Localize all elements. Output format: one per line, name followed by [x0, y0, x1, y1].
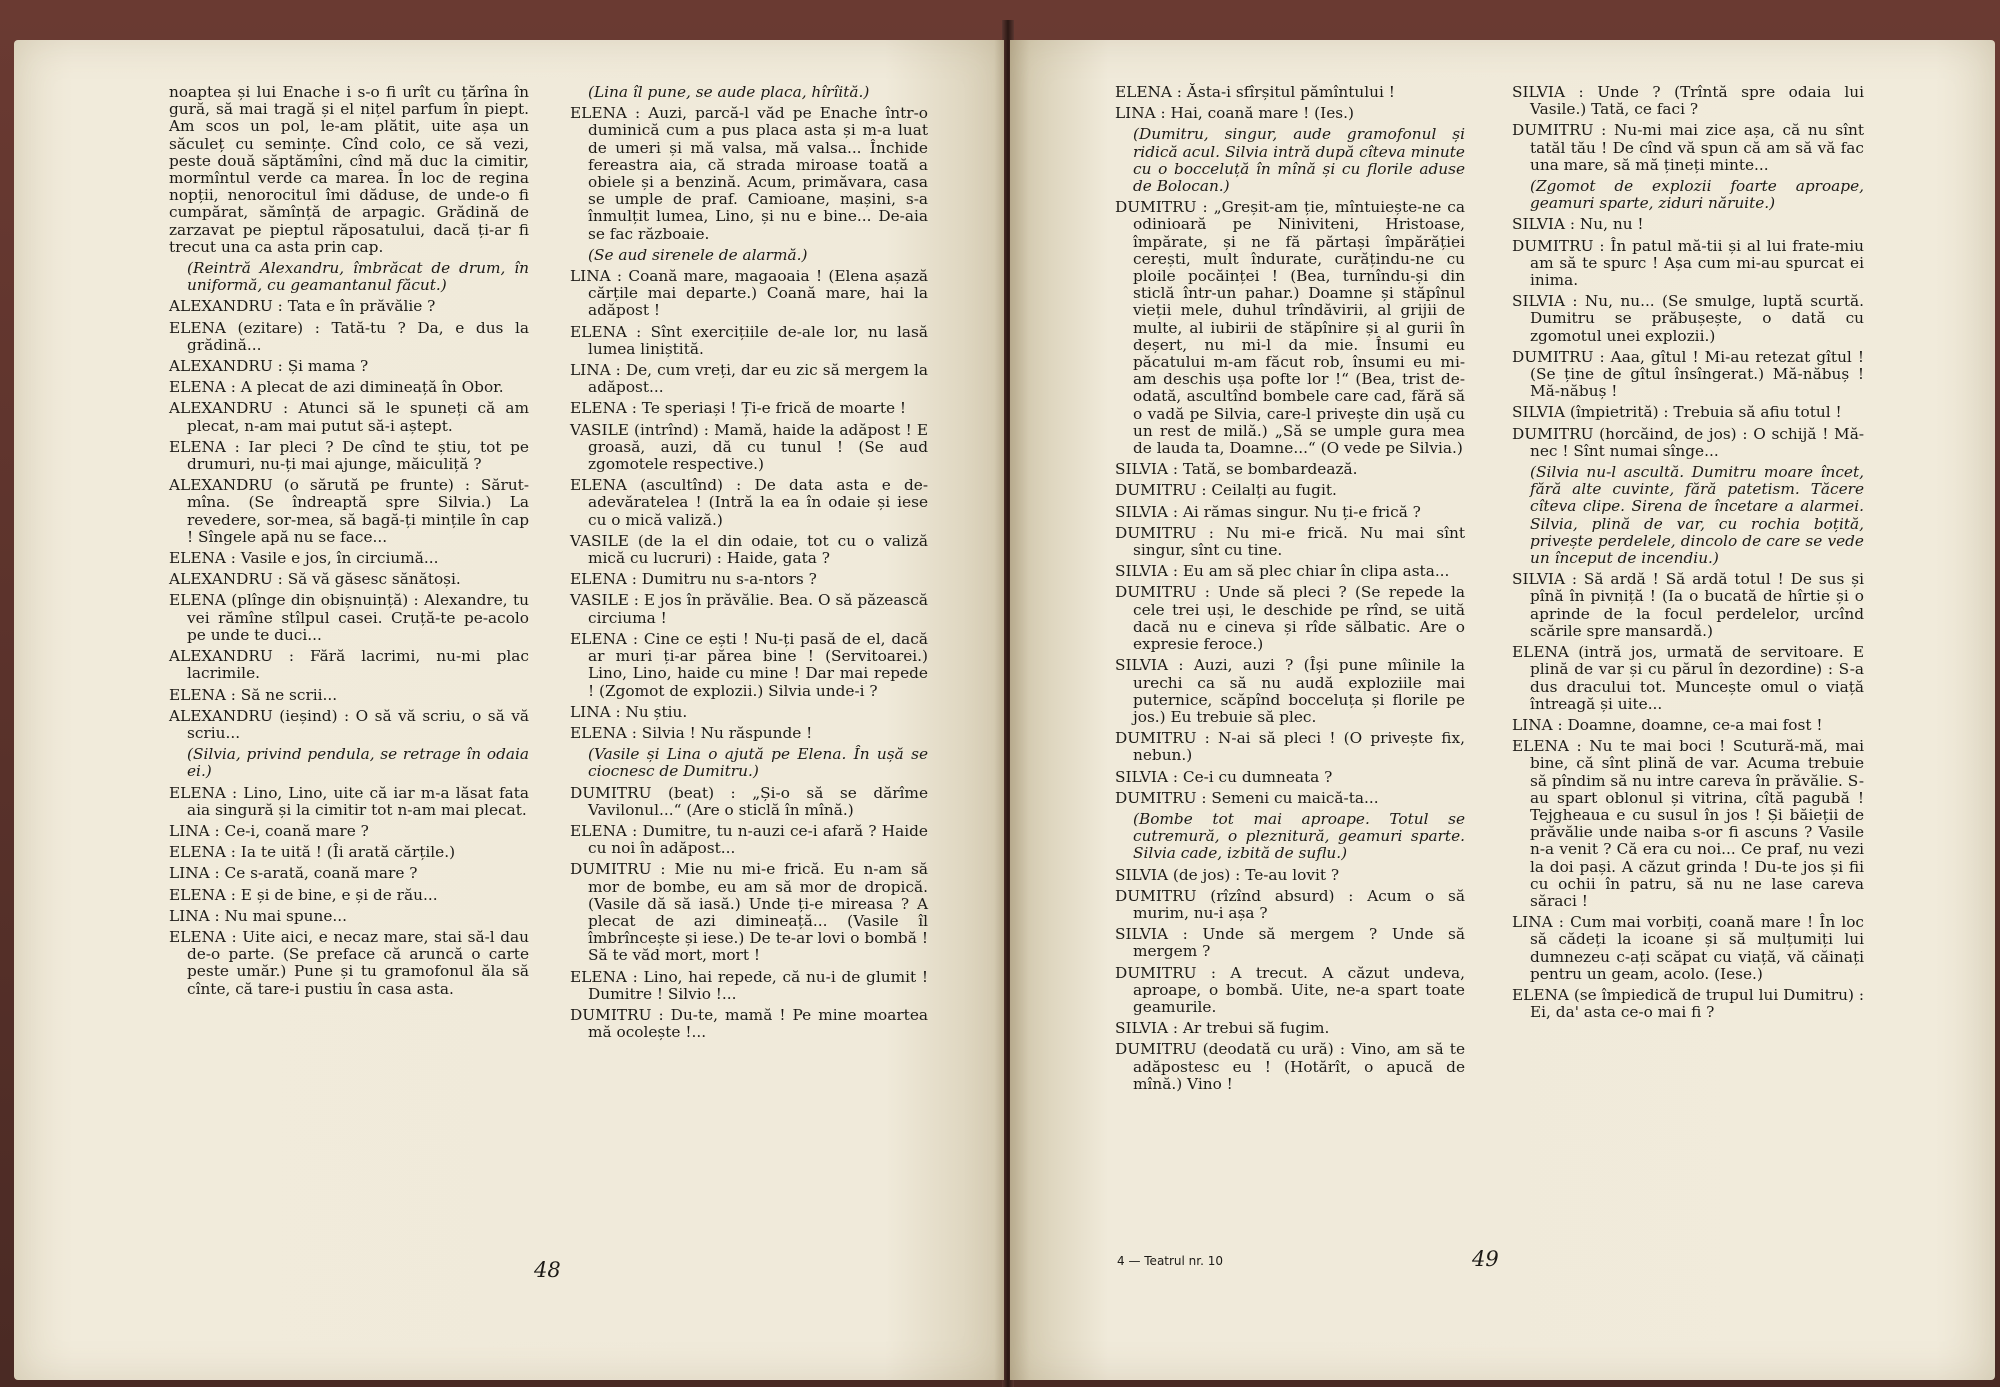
dialogue-line: SILVIA : Unde ? (Trîntă spre odaia lui Vasile.) Tată, ce faci ?	[1512, 83, 1864, 119]
dialogue-line: ELENA : Iar pleci ? De cînd te știu, tot pe drumuri, nu-ți mai ajunge, măiculiță ?	[169, 437, 529, 474]
dialogue-line: ELENA : E și de bine, e și de rău...	[169, 885, 438, 904]
text-paragraph: noaptea și lui Enache i s-o fi urît cu țărîna în gură, să mai tragă și el nițel parfum în piept. Am scos un pol, le-am plătit, uite așa un săculeț cu semințe. Cînd colo, ce să vezi, peste două săptămîni, cînd mă duc la cimitir, mormîntul verde ca marea. În loc de regina nopții, nenorocitul îmi dăduse, de unde-o fi cumpărat, sămînță de arpagic. Grădină de zarzavat pe pieptul răposatului, dacă ți-ar fi trecut una ca asta prin cap.	[169, 83, 529, 256]
dialogue-line: ALEXANDRU : Să vă găsesc sănătoși.	[169, 570, 461, 589]
dialogue-line: SILVIA (de jos) : Te-au lovit ?	[1115, 865, 1340, 884]
stage-direction: (Silvia nu-l ascultă. Dumitru moare încet, fără alte cuvinte, fără patetism. Tăcere cîteva clipe. Sirena de încetare a alarmei. Silvia, plină de var, cu rochia boțită, privește perdelele, dincolo de care se vede un început de incendiu.)	[1530, 463, 1864, 568]
dialogue-line: ALEXANDRU (o sărută pe frunte) : Sărut-mîna. (Se îndreaptă spre Silvia.) La revedere, sor-mea, să bagă-ți mințile în cap ! Sîngele apă nu se face...	[169, 476, 529, 546]
dialogue-line: DUMITRU : N-ai să pleci ! (O privește fix, nebun.)	[1115, 729, 1465, 765]
stage-direction: (Reintră Alexandru, îmbrăcat de drum, în uniformă, cu geamantanul făcut.)	[187, 259, 529, 295]
dialogue-line: DUMITRU : Nu mi-e frică. Nu mai sînt singur, sînt cu tine.	[1115, 523, 1465, 560]
dialogue-line: DUMITRU : Unde să pleci ? (Se repede la cele trei uși, le deschide pe rînd, se uită dacă nu e cineva și rîde sălbatic. Are o expresie feroce.)	[1115, 583, 1465, 654]
dialogue-line: ELENA (ezitare) : Tată-tu ? Da, e dus la grădină...	[169, 318, 529, 354]
dialogue-line: LINA : Hai, coană mare ! (Ies.)	[1115, 104, 1354, 123]
dialogue-line: DUMITRU : Du-te, mamă ! Pe mine moartea mă ocolește !...	[570, 1005, 928, 1042]
dialogue-line: SILVIA : Eu am să plec chiar în clipa asta...	[1115, 562, 1450, 581]
dialogue-line: DUMITRU : Mie nu mi-e frică. Eu n-am să mor de bombe, eu am să mor de dropică. (Vasile dă să iasă.) Unde ți-e mireasa ? A plecat de azi dimineață... (Vasile îl îmbrîncește și iese.) De te-ar lovi o bombă ! Să te văd mort, mort !	[570, 860, 928, 965]
dialogue-line: DUMITRU : „Greșit-am ție, mîntuiește-ne ca odinioară pe Niniviteni, Hristoase, împărate, și ne fă părtași împărăției cerești, mult îndurate, curățindu-ne cu ploile pocăinței ! (Bea, turnîndu-și din sticlă într-un pahar.) Doamne și stăpînul vieții mele, duhul trîndăvirii, al grijii de multe, al iubirii de stăpînire și al gurii în deșert, nu mi-l da mie. Însumi eu păcatului m-am făcut rob, însumi eu mi-am deschis ușa pofte lor !“ (Bea, trist de-odată, ascultînd bombele care cad, fără să o vadă pe Silvia, care-l privește din ușă cu un rest de milă.) „Să se umple gura mea de lauda ta, Doamne...“ (O vede pe Silvia.)	[1115, 198, 1465, 458]
dialogue-line: SILVIA : Să ardă ! Să ardă totul ! De sus și pînă în pivniță ! (Ia o bucată de hîrtie și o aprinde de la focul perdelelor, urcînd scările spre mansardă.)	[1512, 570, 1864, 640]
dialogue-line: ELENA : Dumitre, tu n-auzi ce-i afară ? Haide cu noi în adăpost...	[570, 821, 928, 858]
page-number: 48	[534, 1258, 561, 1282]
dialogue-line: DUMITRU (deodată cu ură) : Vino, am să te adăpostesc eu ! (Hotărît, o apucă de mînă.) Vino !	[1115, 1040, 1465, 1093]
dialogue-line: LINA : Ce-i, coană mare ?	[169, 821, 369, 840]
dialogue-line: LINA : Coană mare, magaoaia ! (Elena așază cărțile mai departe.) Coană mare, hai la adăpost !	[570, 267, 928, 320]
dialogue-line: VASILE (intrînd) : Mamă, haide la adăpost ! E groasă, auzi, dă cu tunul ! (Se aud zgomotele respective.)	[570, 420, 928, 474]
dialogue-line: LINA : Doamne, doamne, ce-a mai fost !	[1512, 715, 1823, 734]
dialogue-line: ELENA : Dumitru nu s-a-ntors ?	[570, 570, 817, 589]
left-page-column-1	[169, 84, 529, 1002]
dialogue-line: SILVIA : Ai rămas singur. Nu ți-e frică ?	[1115, 502, 1421, 521]
dialogue-line: ALEXANDRU : Tata e în prăvălie ?	[169, 297, 436, 316]
dialogue-line: ELENA : Uite aici, e necaz mare, stai să-l dau de-o parte. (Se preface că aruncă o carte peste umăr.) Pune și tu gramofonul ăla să cînte, că tare-i pustiu în casa asta.	[169, 927, 529, 998]
dialogue-line: DUMITRU (beat) : „Și-o să se dărîme Vavilonul...“ (Are o sticlă în mînă.)	[570, 783, 928, 819]
dialogue-line: ELENA : Silvia ! Nu răspunde !	[570, 723, 813, 742]
dialogue-line: DUMITRU : Aaa, gîtul ! Mi-au retezat gîtul ! (Se ține de gîtul însîngerat.) Mă-năbuș ! Mă-năbuș !	[1512, 347, 1864, 401]
dialogue-line: VASILE (de la el din odaie, tot cu o valiză mică cu lucruri) : Haide, gata ?	[570, 531, 928, 568]
right-page-column-1	[1115, 84, 1465, 1097]
dialogue-line: SILVIA : Auzi, auzi ? (Își pune mîinile la urechi ca să nu audă exploziile mai puternice, scăpînd bocceluța și florile pe jos.) Eu trebuie să plec.	[1115, 656, 1465, 726]
dialogue-line: ALEXANDRU : Fără lacrimi, nu-mi plac lacrimile.	[169, 647, 529, 683]
dialogue-line: LINA : Cum mai vorbiți, coană mare ! În loc să cădeți la icoane și să mulțumiți lui dumnezeu c-ați scăpat cu viață, vă căinați pentru un geam, acolo. (Iese.)	[1512, 913, 1864, 983]
dialogue-line: ALEXANDRU (ieșind) : O să vă scriu, o să vă scriu...	[169, 706, 529, 742]
dialogue-line: ELENA : Auzi, parcă-l văd pe Enache într-o duminică cum a pus placa asta și m-a luat de umeri și mă valsa, mă valsa... Închide fereastra aia, că strada miroase toată a obiele și a benzină. Acum, primăvara, casa se umple de praf. Camioane, mașini, s-a înmulțit lumea, Lino, și nu e bine... De-aia se fac războaie.	[570, 104, 928, 243]
dialogue-line: DUMITRU : A trecut. A căzut undeva, aproape, o bombă. Uite, ne-a spart toate geamurile.	[1115, 963, 1465, 1016]
dialogue-line: ELENA : Ăsta-i sfîrșitul pămîntului !	[1115, 83, 1395, 101]
dialogue-line: ALEXANDRU : Și mama ?	[169, 357, 369, 376]
dialogue-line: ELENA : Lino, hai repede, că nu-i de glumit ! Dumitre ! Silvio !...	[570, 967, 928, 1003]
stage-direction: (Lina îl pune, se aude placa, hîrîită.)	[588, 83, 870, 101]
dialogue-line: ELENA : Lino, Lino, uite că iar m-a lăsat fata aia singură și la cimitir tot n-am mai plecat.	[169, 783, 529, 819]
dialogue-line: ELENA (se împiedică de trupul lui Dumitru) : Ei, da' asta ce-o mai fi ?	[1512, 985, 1864, 1022]
dialogue-line: SILVIA : Tată, se bombardează.	[1115, 460, 1358, 479]
dialogue-line: VASILE : E jos în prăvălie. Bea. O să păzească circiuma !	[570, 591, 928, 627]
dialogue-line: DUMITRU : Semeni cu maică-ta...	[1115, 788, 1379, 807]
page-number: 49	[1472, 1247, 1499, 1271]
dialogue-line: SILVIA : Ar trebui să fugim.	[1115, 1019, 1330, 1038]
dialogue-line: ELENA : A plecat de azi dimineață în Obor.	[169, 378, 504, 397]
dialogue-line: ELENA : Te speriași ! Ți-e frică de moarte !	[570, 399, 907, 418]
dialogue-line: LINA : Nu știu.	[570, 702, 688, 721]
dialogue-line: DUMITRU (rîzînd absurd) : Acum o să murim, nu-i așa ?	[1115, 886, 1465, 922]
stage-direction: (Bombe tot mai aproape. Totul se cutremură, o pleznitură, geamuri sparte. Silvia cade, izbită de suflu.)	[1133, 809, 1465, 863]
stage-direction: (Silvia, privind pendula, se retrage în odaia ei.)	[187, 745, 529, 781]
stage-direction: (Dumitru, singur, aude gramofonul și ridică acul. Silvia intră după cîteva minute cu o bocceluță în mînă și cu florile aduse de Bolocan.)	[1133, 125, 1465, 196]
dialogue-line: DUMITRU : Ceilalți au fugit.	[1115, 481, 1337, 500]
page-footer: 4 — Teatrul nr. 10	[1117, 1254, 1224, 1268]
dialogue-line: SILVIA : Nu, nu... (Se smulge, luptă scurtă. Dumitru se prăbușește, o dată cu zgomotul unei explozii.)	[1512, 292, 1864, 345]
dialogue-line: ELENA (ascultînd) : De data asta e de-adevăratelea ! (Intră la ea în odaie și iese cu o mică valiză.)	[570, 476, 928, 529]
dialogue-line: ELENA : Sînt exercițiile de-ale lor, nu lasă lumea liniștită.	[570, 322, 928, 358]
dialogue-line: LINA : Nu mai spune...	[169, 906, 347, 925]
dialogue-line: ELENA : Nu te mai boci ! Scutură-mă, mai bine, că sînt plină de var. Acuma trebuie să pîndim să nu intre careva în prăvălie. S-au spart oblonul și vitrina, cîtă pagubă ! Tejgheaua e cu susul în jos ! Și băieții de prăvălie unde naiba s-or fi ascuns ? Vasile n-a venit ? Că era cu noi... Ce praf, nu vezi la doi pași. A căzut grinda ! Du-te jos și fii cu ochii în patru, să nu ne lase careva săraci !	[1512, 737, 1864, 910]
dialogue-line: ELENA (intră jos, urmată de servitoare. E plină de var și cu părul în dezordine) : S-a dus dracului tot. Muncește omul o viață întreagă și uite...	[1512, 643, 1864, 713]
stage-direction: (Se aud sirenele de alarmă.)	[588, 245, 808, 264]
stage-direction: (Vasile și Lina o ajută pe Elena. În ușă se ciocnesc de Dumitru.)	[588, 745, 928, 781]
dialogue-line: DUMITRU : Nu-mi mai zice așa, că nu sînt tatăl tău ! De cînd vă spun că am să vă fac una mare, să mă țineți minte...	[1512, 121, 1864, 174]
left-page	[14, 40, 1004, 1380]
dialogue-line: SILVIA : Nu, nu !	[1512, 215, 1644, 234]
dialogue-line: LINA : De, cum vreți, dar eu zic să mergem la adăpost...	[570, 361, 928, 397]
right-page-column-2	[1512, 84, 1864, 1025]
dialogue-line: ELENA (plînge din obișnuință) : Alexandre, tu vei rămîne stîlpul casei. Cruță-te pe-acolo pe unde te duci...	[169, 591, 529, 644]
dialogue-line: DUMITRU : În patul mă-tii și al lui frate-miu am să te spurc ! Așa cum mi-au spurcat ei inima.	[1512, 236, 1864, 290]
dialogue-line: ELENA : Vasile e jos, în circiumă...	[169, 549, 439, 568]
dialogue-line: DUMITRU (horcăind, de jos) : O schijă ! Mă-nec ! Sînt numai sînge...	[1512, 424, 1864, 460]
dialogue-line: SILVIA : Unde să mergem ? Unde să mergem ?	[1115, 925, 1465, 961]
dialogue-line: ELENA : Să ne scrii...	[169, 685, 338, 704]
dialogue-line: ALEXANDRU : Atunci să le spuneți că am plecat, n-am mai putut să-i aștept.	[169, 399, 529, 435]
dialogue-line: ELENA : Ia te uită ! (Îi arată cărțile.)	[169, 843, 456, 862]
dialogue-line: SILVIA (împietrită) : Trebuia să afiu totul !	[1512, 403, 1842, 422]
dialogue-line: ELENA : Cine ce ești ! Nu-ți pasă de el, dacă ar muri ți-ar părea bine ! (Servitoarei.) Lino, Lino, haide cu mine ! Dar mai repede ! (Zgomot de explozii.) Silvia unde-i ?	[570, 629, 928, 700]
left-page-column-2	[570, 84, 928, 1045]
stage-direction: (Zgomot de explozii foarte aproape, geamuri sparte, ziduri năruite.)	[1530, 177, 1864, 213]
dialogue-line: LINA : Ce s-arată, coană mare ?	[169, 864, 418, 883]
dialogue-line: SILVIA : Ce-i cu dumneata ?	[1115, 767, 1333, 786]
right-page	[1010, 40, 1995, 1380]
